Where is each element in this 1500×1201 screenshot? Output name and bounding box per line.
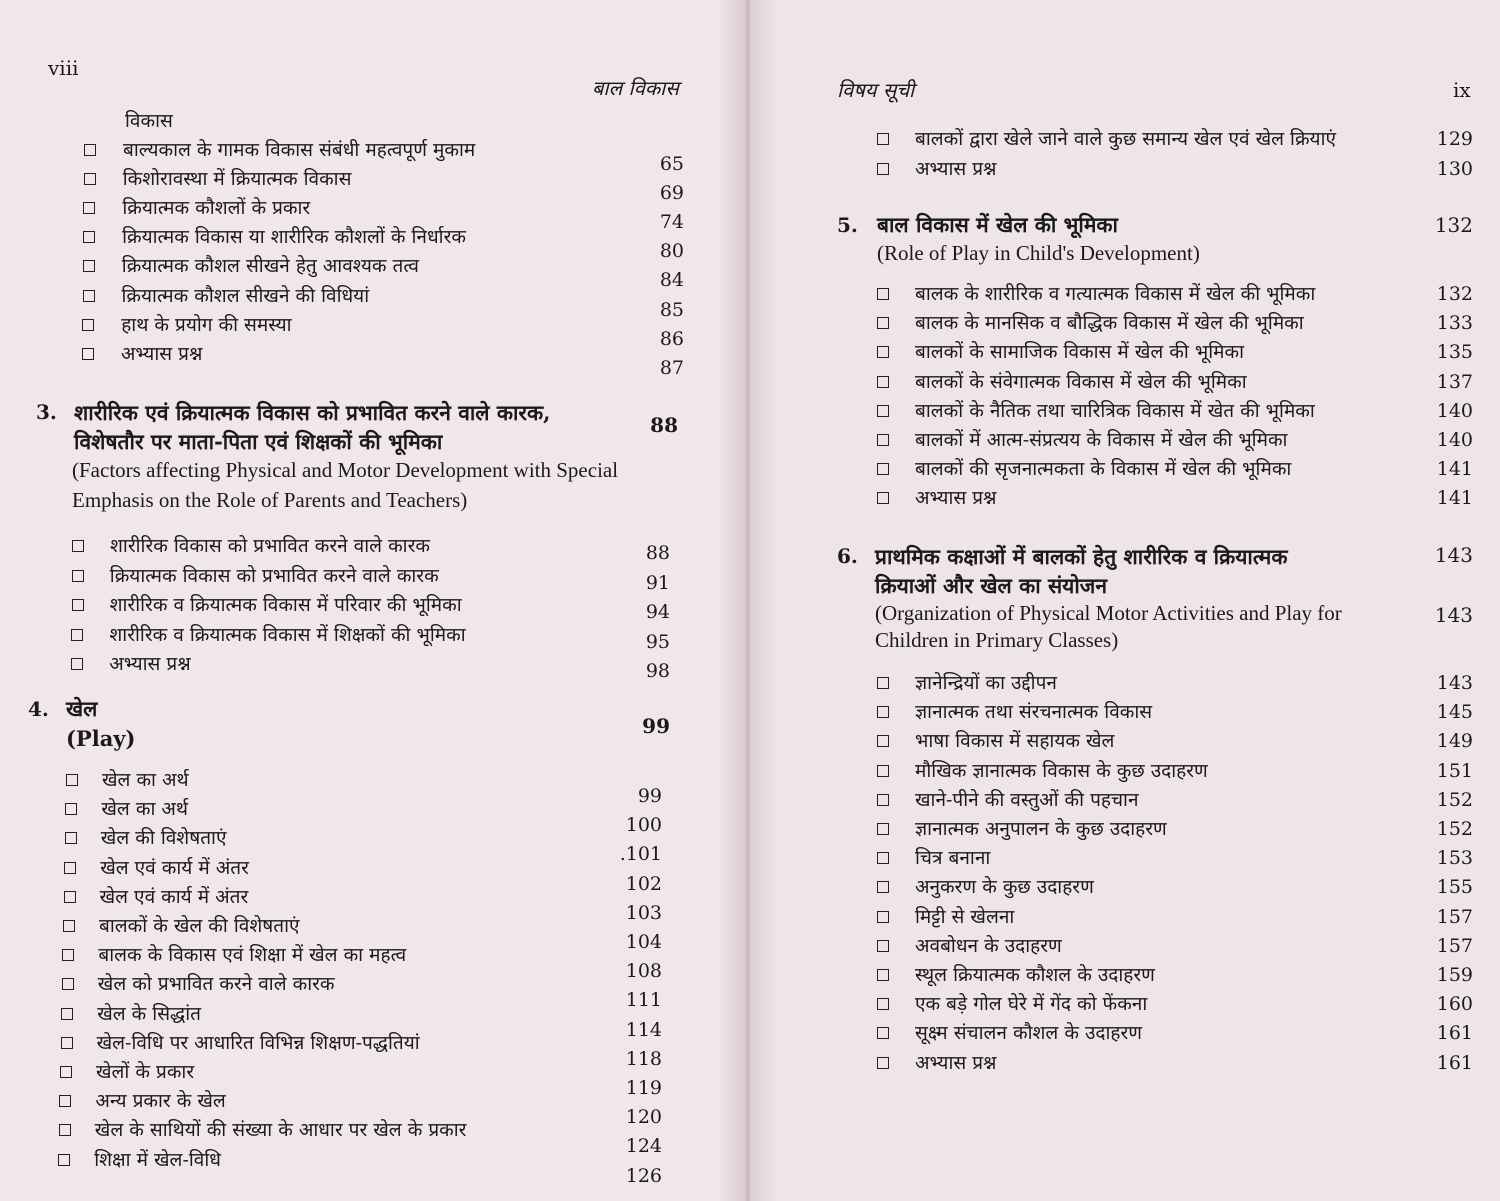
chapter-6-english-page: 143: [1434, 603, 1473, 627]
checkbox-bullet-icon: [877, 765, 889, 777]
toc-entry[interactable]: बालकों के सामाजिक विकास में खेल की भूमिका: [915, 341, 1244, 364]
checkbox-bullet-icon: [62, 978, 74, 990]
toc-entry[interactable]: बालकों के खेल की विशेषताएं: [99, 915, 300, 937]
chapter-3-english-line2: Emphasis on the Role of Parents and Teachers): [72, 488, 468, 512]
chapter-4-number: 4.: [28, 697, 49, 721]
checkbox-bullet-icon: [83, 260, 95, 272]
toc-page-number: 74: [659, 211, 684, 234]
toc-page-number: 151: [1436, 759, 1473, 782]
toc-page-number: 149: [1436, 730, 1473, 753]
checkbox-bullet-icon: [877, 911, 889, 923]
toc-page-number: 114: [625, 1018, 662, 1041]
toc-entry[interactable]: खेल के सिद्धांत: [97, 1002, 201, 1025]
toc-page-number: 86: [659, 327, 684, 350]
chapter-4-title[interactable]: खेल: [66, 696, 98, 721]
toc-page-number: 157: [1436, 905, 1473, 928]
toc-page-number: 94: [645, 601, 670, 623]
toc-entry[interactable]: शारीरिक व क्रियात्मक विकास में परिवार की भूमिका: [109, 594, 462, 616]
chapter-5-english: (Role of Play in Child's Development): [877, 241, 1200, 265]
toc-entry[interactable]: खेल का अर्थ: [102, 769, 189, 791]
toc-page-number: 124: [625, 1135, 662, 1158]
toc-entry[interactable]: बालकों की सृजनात्मकता के विकास में खेल की भूमिका: [915, 458, 1292, 481]
checkbox-bullet-icon: [64, 862, 76, 874]
toc-page-number: 152: [1436, 818, 1473, 840]
toc-page-number: 104: [625, 931, 662, 953]
toc-page-number: 157: [1436, 934, 1473, 957]
toc-entry[interactable]: शारीरिक व क्रियात्मक विकास में शिक्षकों की भूमिका: [109, 623, 466, 646]
toc-page-number: 87: [659, 356, 684, 379]
toc-entry[interactable]: क्रियात्मक कौशल सीखने की विधियां: [121, 284, 370, 307]
toc-page-number: 143: [1436, 672, 1473, 694]
checkbox-bullet-icon: [877, 998, 889, 1010]
toc-entry[interactable]: खेल एवं कार्य में अंतर: [100, 856, 249, 879]
toc-entry[interactable]: खेल को प्रभावित करने वाले कारक: [97, 973, 335, 996]
toc-entry[interactable]: स्थूल क्रियात्मक कौशल के उदाहरण: [915, 964, 1155, 986]
continued-item: विकास: [125, 110, 173, 132]
toc-page-number: 145: [1436, 701, 1473, 724]
checkbox-bullet-icon: [877, 492, 889, 504]
toc-entry[interactable]: किशोरावस्था में क्रियात्मक विकास: [122, 168, 352, 191]
toc-entry[interactable]: बाल्यकाल के गामक विकास संबंधी महत्वपूर्ण मुकाम: [123, 139, 476, 161]
toc-page-number: 140: [1436, 399, 1473, 422]
checkbox-bullet-icon: [877, 1057, 889, 1069]
toc-entry[interactable]: बालकों के नैतिक तथा चारित्रिक विकास में खेत की भूमिका: [915, 399, 1315, 422]
toc-entry[interactable]: खेलों के प्रकार: [96, 1061, 195, 1083]
toc-page-number: 152: [1436, 788, 1473, 811]
toc-entry[interactable]: खेल के साथियों की संख्या के आधार पर खेल के प्रकार: [94, 1119, 467, 1142]
toc-entry[interactable]: अनुकरण के कुछ उदाहरण: [915, 876, 1094, 899]
toc-page-number: 132: [1436, 283, 1473, 305]
toc-page-number: 111: [625, 989, 662, 1012]
right-running-head: विषय सूची: [837, 78, 915, 102]
checkbox-bullet-icon: [64, 891, 76, 903]
checkbox-bullet-icon: [61, 1008, 73, 1020]
left-running-head: बाल विकास: [592, 76, 679, 100]
toc-page-number: 65: [659, 153, 684, 175]
toc-page-number: 126: [625, 1164, 662, 1187]
chapter-5-title[interactable]: बाल विकास में खेल की भूमिका: [877, 212, 1118, 237]
checkbox-bullet-icon: [877, 463, 889, 475]
toc-page-number: 102: [625, 872, 662, 895]
toc-page-number: 99: [637, 785, 662, 807]
toc-page-number: 141: [1436, 458, 1473, 481]
chapter-3-title-line1[interactable]: शारीरिक एवं क्रियात्मक विकास को प्रभावित करने वाले कारक,: [74, 400, 551, 425]
toc-entry[interactable]: एक बड़े गोल घेरे में गेंद को फेंकना: [915, 993, 1148, 1016]
checkbox-bullet-icon: [877, 823, 889, 835]
checkbox-bullet-icon: [877, 288, 889, 300]
chapter-4-page: 99: [642, 714, 670, 738]
toc-page-number: .101: [619, 843, 662, 866]
chapter-6-number: 6.: [837, 544, 858, 568]
toc-entry[interactable]: क्रियात्मक विकास या शारीरिक कौशलों के निर्धारक: [122, 226, 466, 249]
checkbox-bullet-icon: [877, 434, 889, 446]
right-page-number: ix: [1453, 78, 1471, 102]
toc-entry[interactable]: शारीरिक विकास को प्रभावित करने वाले कारक: [110, 535, 430, 557]
toc-entry[interactable]: ज्ञानात्मक अनुपालन के कुछ उदाहरण: [915, 818, 1167, 840]
checkbox-bullet-icon: [83, 231, 95, 243]
checkbox-bullet-icon: [877, 969, 889, 981]
checkbox-bullet-icon: [63, 920, 75, 932]
toc-entry[interactable]: क्रियात्मक विकास को प्रभावित करने वाले कारक: [109, 564, 439, 587]
checkbox-bullet-icon: [84, 144, 96, 156]
chapter-6-english-line2: Children in Primary Classes): [875, 628, 1119, 652]
toc-entry[interactable]: खेल का अर्थ: [101, 798, 189, 821]
book-gutter: [718, 0, 778, 1201]
checkbox-bullet-icon: [58, 1154, 70, 1166]
toc-page-number: 135: [1436, 341, 1473, 364]
toc-page-number: 159: [1436, 964, 1473, 986]
toc-entry[interactable]: खेल की विशेषताएं: [100, 827, 227, 850]
checkbox-bullet-icon: [82, 348, 94, 360]
checkbox-bullet-icon: [71, 629, 83, 641]
toc-page-number: 100: [625, 814, 662, 837]
toc-page-number: 155: [1436, 876, 1473, 899]
left-page-number: viii: [48, 56, 79, 80]
chapter-3-page: 88: [650, 413, 678, 437]
toc-page-number: 161: [1436, 1051, 1473, 1074]
toc-page-number: 98: [645, 660, 670, 682]
checkbox-bullet-icon: [83, 202, 95, 214]
checkbox-bullet-icon: [59, 1124, 71, 1136]
checkbox-bullet-icon: [82, 319, 94, 331]
checkbox-bullet-icon: [877, 940, 889, 952]
toc-page-number: 108: [625, 960, 662, 983]
toc-entry[interactable]: अभ्यास प्रश्न: [915, 157, 997, 180]
chapter-3-number: 3.: [36, 400, 57, 424]
checkbox-bullet-icon: [71, 658, 83, 670]
toc-entry[interactable]: खेल एवं कार्य में अंतर: [99, 885, 249, 908]
toc-page-number: 84: [659, 269, 684, 292]
toc-page-number: 137: [1436, 370, 1473, 393]
checkbox-bullet-icon: [66, 774, 78, 786]
chapter-6-title-line1[interactable]: प्राथमिक कक्षाओं में बालकों हेतु शारीरिक व क्रियात्मक: [875, 544, 1288, 569]
chapter-4-english: (Play): [66, 726, 136, 751]
chapter-5-number: 5.: [837, 213, 858, 237]
checkbox-bullet-icon: [65, 832, 77, 844]
toc-entry[interactable]: क्रियात्मक कौशलों के प्रकार: [122, 197, 311, 220]
toc-entry[interactable]: चित्र बनाना: [915, 847, 991, 870]
toc-page-number: 80: [659, 240, 684, 263]
toc-page-number: 88: [645, 542, 670, 564]
left-page: [0, 0, 745, 1201]
toc-entry[interactable]: शिक्षा में खेल-विधि: [94, 1148, 221, 1171]
checkbox-bullet-icon: [65, 803, 77, 815]
toc-page-number: 153: [1436, 847, 1473, 870]
toc-entry[interactable]: अन्य प्रकार के खेल: [95, 1090, 226, 1113]
toc-entry[interactable]: भाषा विकास में सहायक खेल: [915, 730, 1115, 753]
toc-entry[interactable]: मिट्टी से खेलना: [915, 905, 1015, 928]
checkbox-bullet-icon: [72, 540, 84, 552]
toc-page-number: 91: [645, 571, 670, 594]
checkbox-bullet-icon: [877, 163, 889, 175]
toc-page-number: 129: [1436, 128, 1473, 150]
toc-entry[interactable]: अभ्यास प्रश्न: [915, 487, 997, 510]
checkbox-bullet-icon: [877, 794, 889, 806]
toc-entry[interactable]: बालक के शारीरिक व गत्यात्मक विकास में खेल की भूमिका: [915, 283, 1316, 305]
toc-entry[interactable]: अभ्यास प्रश्न: [915, 1051, 997, 1074]
checkbox-bullet-icon: [84, 173, 96, 185]
toc-entry[interactable]: खाने-पीने की वस्तुओं की पहचान: [915, 788, 1139, 811]
checkbox-bullet-icon: [877, 317, 889, 329]
toc-page-number: 85: [659, 298, 684, 321]
checkbox-bullet-icon: [72, 570, 84, 582]
checkbox-bullet-icon: [72, 599, 84, 611]
checkbox-bullet-icon: [59, 1095, 71, 1107]
toc-page-number: 133: [1436, 312, 1473, 335]
toc-entry[interactable]: ज्ञानात्मक तथा संरचनात्मक विकास: [915, 701, 1153, 724]
toc-entry[interactable]: मौखिक ज्ञानात्मक विकास के कुछ उदाहरण: [915, 759, 1208, 782]
toc-entry[interactable]: बालक के विकास एवं शिक्षा में खेल का महत्व: [98, 944, 407, 967]
toc-entry[interactable]: अवबोधन के उदाहरण: [915, 934, 1062, 957]
toc-page-number: 103: [625, 901, 662, 924]
toc-page-number: 141: [1436, 487, 1473, 510]
checkbox-bullet-icon: [61, 1037, 73, 1049]
toc-entry[interactable]: सूक्ष्म संचालन कौशल के उदाहरण: [915, 1022, 1143, 1045]
chapter-3-title-line2[interactable]: विशेषतौर पर माता-पिता एवं शिक्षकों की भूमिका: [74, 429, 443, 454]
toc-page-number: 118: [625, 1047, 662, 1070]
checkbox-bullet-icon: [877, 133, 889, 145]
checkbox-bullet-icon: [877, 706, 889, 718]
toc-page-number: 130: [1436, 157, 1473, 180]
toc-page-number: 120: [625, 1106, 662, 1129]
toc-entry[interactable]: हाथ के प्रयोग की समस्या: [121, 313, 292, 336]
checkbox-bullet-icon: [877, 735, 889, 747]
toc-page-number: 119: [625, 1077, 662, 1099]
checkbox-bullet-icon: [877, 376, 889, 388]
chapter-6-english-line1: (Organization of Physical Motor Activities and Play for: [875, 601, 1342, 625]
checkbox-bullet-icon: [877, 677, 889, 689]
chapter-6-page: 143: [1434, 543, 1473, 567]
chapter-3-english-line1: (Factors affecting Physical and Motor Development with Special: [72, 458, 619, 482]
chapter-5-page: 132: [1434, 213, 1473, 237]
checkbox-bullet-icon: [60, 1066, 72, 1078]
toc-entry[interactable]: क्रियात्मक कौशल सीखने हेतु आवश्यक तत्व: [121, 255, 419, 278]
toc-page-number: 160: [1436, 993, 1473, 1016]
toc-entry[interactable]: ज्ञानेन्द्रियों का उद्दीपन: [915, 672, 1057, 694]
right-page: [745, 0, 1500, 1201]
toc-page-number: 140: [1436, 429, 1473, 451]
checkbox-bullet-icon: [83, 290, 95, 302]
checkbox-bullet-icon: [877, 1027, 889, 1039]
checkbox-bullet-icon: [62, 949, 74, 961]
toc-page-number: 95: [645, 630, 670, 653]
checkbox-bullet-icon: [877, 346, 889, 358]
toc-page-number: 69: [659, 182, 684, 205]
toc-entry[interactable]: बालकों के संवेगात्मक विकास में खेल की भूमिका: [915, 370, 1247, 393]
toc-entry[interactable]: बालकों द्वारा खेले जाने वाले कुछ समान्य खेल एवं खेल क्रियाएं: [915, 128, 1336, 150]
toc-entry[interactable]: बालकों में आत्म-संप्रत्यय के विकास में खेल की भूमिका: [915, 429, 1288, 451]
toc-entry[interactable]: बालक के मानसिक व बौद्धिक विकास में खेल की भूमिका: [915, 312, 1304, 335]
checkbox-bullet-icon: [877, 405, 889, 417]
checkbox-bullet-icon: [877, 852, 889, 864]
toc-entry[interactable]: अभ्यास प्रश्न: [109, 653, 191, 675]
toc-entry[interactable]: खेल-विधि पर आधारित विभिन्न शिक्षण-पद्धतियां: [96, 1031, 420, 1054]
toc-page-number: 161: [1436, 1022, 1473, 1045]
chapter-6-title-line2[interactable]: क्रियाओं और खेल का संयोजन: [875, 573, 1107, 598]
toc-entry[interactable]: अभ्यास प्रश्न: [120, 342, 203, 365]
checkbox-bullet-icon: [877, 881, 889, 893]
